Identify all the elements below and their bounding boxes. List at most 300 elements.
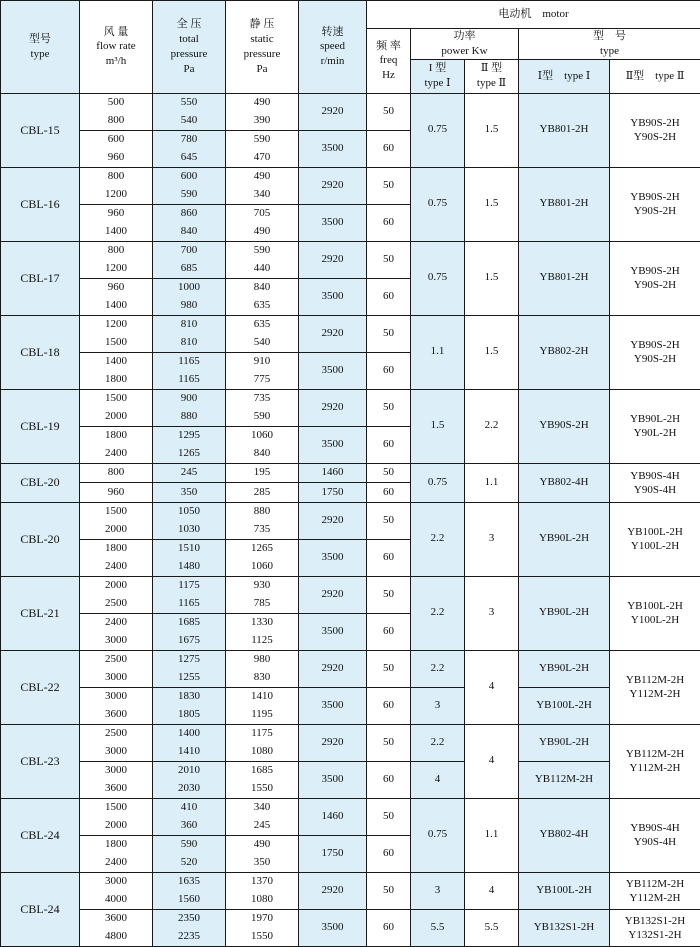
cell-value: 360 (153, 817, 225, 835)
cell-value: 880 (153, 408, 225, 426)
motor-type-2 (610, 167, 700, 241)
cell-value: YB90S-2H (610, 190, 700, 204)
cell-value: Y90S-2H (610, 204, 700, 218)
cell-value: 980 (226, 651, 298, 669)
cell-value: 1675 (153, 632, 225, 650)
header-motor-type-2: Ⅱ型 type Ⅱ (610, 59, 700, 93)
cell-value: 3000 (80, 762, 152, 780)
cell-value: YB132S1-2H (610, 914, 700, 928)
cell-value: 490 (226, 836, 298, 854)
motor-type-1: YB100L-2H (519, 687, 610, 724)
header-row-1 (1, 1, 700, 29)
cell-value: 440 (226, 260, 298, 278)
fan-type: CBL-18 (1, 315, 80, 389)
cell-value: 960 (80, 149, 152, 167)
cell-value: 590 (153, 836, 225, 854)
cell-value: 900 (153, 390, 225, 408)
frequency: 60 (367, 835, 411, 872)
cell-value: 245 (153, 464, 225, 482)
cell-value: 1175 (153, 577, 225, 595)
motor-type-2 (610, 241, 700, 315)
table-row (1, 650, 700, 687)
cell-value: 2000 (80, 577, 152, 595)
power-type-2: 4 (465, 650, 519, 724)
flow-rate (80, 613, 153, 650)
speed: 3500 (299, 278, 367, 315)
cell-value: Y90S-4H (610, 835, 700, 849)
power-type-2: 1.5 (465, 93, 519, 167)
cell-value: YB112M-2H (610, 673, 700, 687)
flow-rate (80, 315, 153, 352)
static-pressure (226, 389, 299, 426)
cell-value: YB112M-2H (610, 747, 700, 761)
cell-value: 1635 (153, 873, 225, 891)
cell-value: Y90S-4H (610, 483, 700, 497)
speed: 3500 (299, 539, 367, 576)
cell-value: 3000 (80, 743, 152, 761)
speed: 2920 (299, 872, 367, 909)
cell-value: 3600 (80, 910, 152, 928)
cell-value: 1400 (153, 725, 225, 743)
power-type-1: 0.75 (411, 241, 465, 315)
table-row (1, 315, 700, 352)
cell-value: 3000 (80, 873, 152, 891)
cell-value: 2400 (80, 558, 152, 576)
frequency: 60 (367, 130, 411, 167)
motor-type-1: YB90L-2H (519, 650, 610, 687)
cell-value: 735 (226, 390, 298, 408)
motor-type-1: YB802-2H (519, 315, 610, 389)
speed: 3500 (299, 613, 367, 650)
total-pressure (153, 463, 226, 483)
motor-type-1: YB100L-2H (519, 872, 610, 909)
static-pressure (226, 241, 299, 278)
speed: 2920 (299, 576, 367, 613)
cell-value: 1800 (80, 371, 152, 389)
flow-rate (80, 761, 153, 798)
speed: 3500 (299, 204, 367, 241)
table-row (1, 761, 700, 798)
static-pressure (226, 483, 299, 503)
cell-value: 840 (226, 279, 298, 297)
cell-value: 2350 (153, 910, 225, 928)
cell-value: 245 (226, 817, 298, 835)
cell-value: 2500 (80, 725, 152, 743)
power-type-1: 0.75 (411, 167, 465, 241)
cell-value: 2400 (80, 614, 152, 632)
cell-value: 1685 (226, 762, 298, 780)
motor-type-1: YB90L-2H (519, 724, 610, 761)
flow-rate (80, 835, 153, 872)
power-type-1: 2.2 (411, 576, 465, 650)
cell-value: 1165 (153, 353, 225, 371)
motor-type-2 (610, 389, 700, 463)
power-type-1: 4 (411, 761, 465, 798)
cell-value: 960 (80, 484, 152, 502)
spec-body (1, 1, 700, 947)
flow-rate (80, 463, 153, 483)
cell-value: 1030 (153, 521, 225, 539)
static-pressure (226, 650, 299, 687)
static-pressure (226, 130, 299, 167)
frequency: 60 (367, 909, 411, 946)
cell-value: 1080 (226, 743, 298, 761)
cell-value: 1480 (153, 558, 225, 576)
total-pressure (153, 687, 226, 724)
power-type-2: 4 (465, 724, 519, 798)
cell-value: 780 (153, 131, 225, 149)
motor-type-1: YB90L-2H (519, 576, 610, 650)
cell-value: 1500 (80, 503, 152, 521)
frequency: 60 (367, 483, 411, 503)
motor-type-2 (610, 502, 700, 576)
total-pressure (153, 93, 226, 130)
table-row (1, 167, 700, 204)
cell-value: 350 (226, 854, 298, 872)
motor-type-1: YB802-4H (519, 463, 610, 502)
cell-value: 1510 (153, 540, 225, 558)
cell-value: YB90S-4H (610, 821, 700, 835)
flow-rate (80, 483, 153, 503)
frequency: 60 (367, 204, 411, 241)
cell-value: 705 (226, 205, 298, 223)
cell-value: 1050 (153, 503, 225, 521)
fan-type: CBL-22 (1, 650, 80, 724)
flow-rate (80, 576, 153, 613)
cell-value: YB90S-2H (610, 116, 700, 130)
power-type-1: 2.2 (411, 650, 465, 687)
cell-value: 830 (226, 669, 298, 687)
cell-value: 1500 (80, 334, 152, 352)
total-pressure (153, 483, 226, 503)
total-pressure (153, 798, 226, 835)
static-pressure (226, 835, 299, 872)
total-pressure (153, 872, 226, 909)
flow-rate (80, 204, 153, 241)
cell-value: 600 (153, 168, 225, 186)
cell-value: 3000 (80, 632, 152, 650)
power-type-2: 3 (465, 576, 519, 650)
cell-value: 3600 (80, 706, 152, 724)
cell-value: 590 (226, 408, 298, 426)
frequency: 50 (367, 724, 411, 761)
cell-value: 800 (80, 112, 152, 130)
speed: 1460 (299, 798, 367, 835)
static-pressure (226, 315, 299, 352)
cell-value: 2500 (80, 595, 152, 613)
frequency: 50 (367, 389, 411, 426)
cell-value: 1560 (153, 891, 225, 909)
table-row (1, 872, 700, 909)
cell-value: 2400 (80, 854, 152, 872)
flow-rate (80, 93, 153, 130)
cell-value: 2000 (80, 408, 152, 426)
total-pressure (153, 835, 226, 872)
frequency: 50 (367, 315, 411, 352)
static-pressure (226, 798, 299, 835)
static-pressure (226, 761, 299, 798)
total-pressure (153, 613, 226, 650)
cell-value: 800 (80, 464, 152, 482)
cell-value: 2030 (153, 780, 225, 798)
cell-value: 2500 (80, 651, 152, 669)
static-pressure (226, 724, 299, 761)
total-pressure (153, 426, 226, 463)
speed: 1750 (299, 483, 367, 503)
cell-value: 1800 (80, 836, 152, 854)
cell-value: 2400 (80, 445, 152, 463)
table-row (1, 389, 700, 426)
cell-value: 195 (226, 464, 298, 482)
cell-value: 390 (226, 112, 298, 130)
fan-type: CBL-23 (1, 724, 80, 798)
motor-type-2 (610, 724, 700, 798)
flow-rate (80, 278, 153, 315)
cell-value: 600 (80, 131, 152, 149)
cell-value: YB100L-2H (610, 599, 700, 613)
fan-type: CBL-24 (1, 798, 80, 872)
cell-value: 2010 (153, 762, 225, 780)
frequency: 60 (367, 761, 411, 798)
cell-value: Y100L-2H (610, 539, 700, 553)
flow-rate (80, 389, 153, 426)
cell-value: 800 (80, 168, 152, 186)
power-type-1: 2.2 (411, 502, 465, 576)
header-freq: 频 率 freq Hz (367, 29, 411, 94)
frequency: 60 (367, 426, 411, 463)
cell-value: 1265 (226, 540, 298, 558)
speed: 2920 (299, 724, 367, 761)
motor-type-2 (610, 315, 700, 389)
flow-rate (80, 352, 153, 389)
cell-value: 1060 (226, 427, 298, 445)
total-pressure (153, 167, 226, 204)
flow-rate (80, 687, 153, 724)
cell-value: 860 (153, 205, 225, 223)
fan-type: CBL-20 (1, 463, 80, 502)
total-pressure (153, 241, 226, 278)
speed: 2920 (299, 241, 367, 278)
speed: 3500 (299, 352, 367, 389)
cell-value: 810 (153, 334, 225, 352)
cell-value: 1400 (80, 223, 152, 241)
speed: 3500 (299, 761, 367, 798)
cell-value: 540 (153, 112, 225, 130)
cell-value: 1800 (80, 427, 152, 445)
table-row (1, 687, 700, 724)
cell-value: 1255 (153, 669, 225, 687)
cell-value: Y112M-2H (610, 891, 700, 905)
total-pressure (153, 204, 226, 241)
cell-value: 410 (153, 799, 225, 817)
static-pressure (226, 167, 299, 204)
cell-value: 1685 (153, 614, 225, 632)
speed: 2920 (299, 389, 367, 426)
flow-rate (80, 241, 153, 278)
cell-value: 1200 (80, 316, 152, 334)
static-pressure (226, 352, 299, 389)
cell-value: 1275 (153, 651, 225, 669)
power-type-2: 2.2 (465, 389, 519, 463)
static-pressure (226, 576, 299, 613)
fan-type: CBL-16 (1, 167, 80, 241)
total-pressure (153, 502, 226, 539)
cell-value: 490 (226, 168, 298, 186)
speed: 2920 (299, 502, 367, 539)
fan-type: CBL-20 (1, 502, 80, 576)
cell-value: Y112M-2H (610, 761, 700, 775)
total-pressure (153, 352, 226, 389)
cell-value: YB112M-2H (610, 877, 700, 891)
cell-value: YB90S-2H (610, 338, 700, 352)
motor-type-1: YB802-4H (519, 798, 610, 872)
frequency: 50 (367, 650, 411, 687)
power-type-2: 3 (465, 502, 519, 576)
table-row (1, 576, 700, 613)
frequency: 60 (367, 539, 411, 576)
static-pressure (226, 426, 299, 463)
cell-value: 1970 (226, 910, 298, 928)
cell-value: 2235 (153, 928, 225, 946)
total-pressure (153, 315, 226, 352)
cell-value: 840 (153, 223, 225, 241)
cell-value: 880 (226, 503, 298, 521)
static-pressure (226, 613, 299, 650)
flow-rate (80, 130, 153, 167)
header-motor-type-1: Ⅰ型 type Ⅰ (519, 59, 610, 93)
cell-value: 340 (226, 799, 298, 817)
motor-type-1: YB112M-2H (519, 761, 610, 798)
speed: 3500 (299, 130, 367, 167)
cell-value: 3000 (80, 688, 152, 706)
cell-value: 1550 (226, 928, 298, 946)
cell-value: 800 (80, 242, 152, 260)
cell-value: YB90S-4H (610, 469, 700, 483)
frequency: 50 (367, 241, 411, 278)
cell-value: 1265 (153, 445, 225, 463)
cell-value: 635 (226, 297, 298, 315)
motor-type-2 (610, 650, 700, 724)
power-type-2: 1.5 (465, 315, 519, 389)
cell-value: 1805 (153, 706, 225, 724)
flow-rate (80, 724, 153, 761)
frequency: 50 (367, 872, 411, 909)
cell-value: 3000 (80, 669, 152, 687)
motor-type-1: YB132S1-2H (519, 909, 610, 946)
total-pressure (153, 278, 226, 315)
table-row (1, 724, 700, 761)
motor-type-1: YB90S-2H (519, 389, 610, 463)
header-power-type-1: I 型 type Ⅰ (411, 59, 465, 93)
motor-type-1: YB801-2H (519, 167, 610, 241)
flow-rate (80, 539, 153, 576)
fan-type: CBL-19 (1, 389, 80, 463)
cell-value: 590 (153, 186, 225, 204)
frequency: 50 (367, 167, 411, 204)
flow-rate (80, 650, 153, 687)
cell-value: 350 (153, 484, 225, 502)
cell-value: 735 (226, 521, 298, 539)
header-power: 功率 power Kw (411, 29, 519, 60)
cell-value: 645 (153, 149, 225, 167)
power-type-2: 1.5 (465, 167, 519, 241)
frequency: 60 (367, 278, 411, 315)
speed: 2920 (299, 93, 367, 130)
cell-value: Y100L-2H (610, 613, 700, 627)
power-type-2: 1.5 (465, 241, 519, 315)
cell-value: Y90S-2H (610, 278, 700, 292)
motor-type-2 (610, 93, 700, 167)
cell-value: 1410 (153, 743, 225, 761)
cell-value: 1175 (226, 725, 298, 743)
cell-value: 1400 (80, 353, 152, 371)
power-type-1: 5.5 (411, 909, 465, 946)
cell-value: 700 (153, 242, 225, 260)
speed: 3500 (299, 687, 367, 724)
total-pressure (153, 761, 226, 798)
cell-value: 1080 (226, 891, 298, 909)
static-pressure (226, 278, 299, 315)
cell-value: 550 (153, 94, 225, 112)
fan-type: CBL-15 (1, 93, 80, 167)
cell-value: YB90L-2H (610, 412, 700, 426)
frequency: 50 (367, 798, 411, 835)
cell-value: 1195 (226, 706, 298, 724)
cell-value: 1400 (80, 297, 152, 315)
total-pressure (153, 389, 226, 426)
cell-value: 340 (226, 186, 298, 204)
table-row (1, 463, 700, 483)
frequency: 50 (367, 502, 411, 539)
header-motor: 电动机 motor (367, 1, 700, 29)
cell-value: 785 (226, 595, 298, 613)
flow-rate (80, 798, 153, 835)
cell-value: 960 (80, 205, 152, 223)
header-speed: 转速 speed r/min (299, 1, 367, 94)
speed: 2920 (299, 167, 367, 204)
header-type: 型号 type (1, 1, 80, 94)
motor-type-2 (610, 463, 700, 502)
frequency: 50 (367, 93, 411, 130)
fan-type: CBL-21 (1, 576, 80, 650)
static-pressure (226, 687, 299, 724)
power-type-1: 2.2 (411, 724, 465, 761)
power-type-1: 1.5 (411, 389, 465, 463)
cell-value: YB90S-2H (610, 264, 700, 278)
cell-value: 1410 (226, 688, 298, 706)
power-type-1: 3 (411, 687, 465, 724)
motor-type-2 (610, 798, 700, 872)
cell-value: 4800 (80, 928, 152, 946)
cell-value: 540 (226, 334, 298, 352)
cell-value: 520 (153, 854, 225, 872)
speed: 2920 (299, 315, 367, 352)
header-flow: 风 量 flow rate m³/h (80, 1, 153, 94)
cell-value: 930 (226, 577, 298, 595)
power-type-1: 0.75 (411, 798, 465, 872)
cell-value: 1200 (80, 186, 152, 204)
cell-value: 490 (226, 94, 298, 112)
fan-type: CBL-17 (1, 241, 80, 315)
cell-value: 1060 (226, 558, 298, 576)
power-type-1: 0.75 (411, 93, 465, 167)
cell-value: 2000 (80, 817, 152, 835)
motor-type-1: YB801-2H (519, 241, 610, 315)
motor-type-1: YB90L-2H (519, 502, 610, 576)
power-type-2: 5.5 (465, 909, 519, 946)
power-type-2: 1.1 (465, 463, 519, 502)
power-type-2: 1.1 (465, 798, 519, 872)
